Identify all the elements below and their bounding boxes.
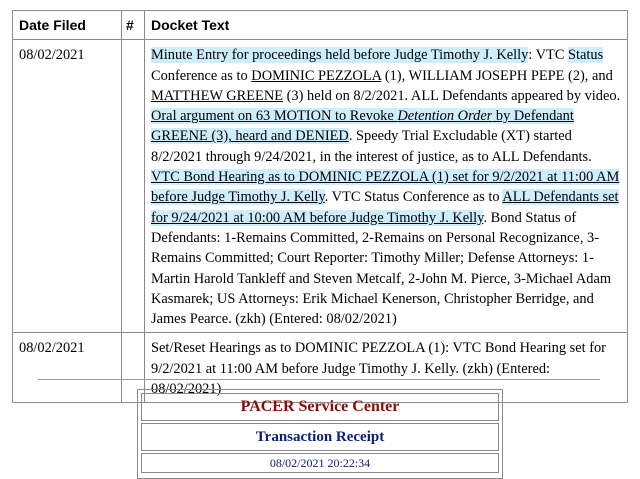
- docket-text-segment: Status: [568, 47, 604, 64]
- docket-header-row: [13, 11, 628, 40]
- docket-text-segment[interactable]: MATTHEW GREENE: [151, 87, 284, 104]
- header-date-filed: Date Filed: [13, 11, 122, 40]
- docket-text-segment: Set/Reset Hearings as to DOMINIC PEZZOLA (1): VTC Bond Hearing set for 9/2/2021 at 11:00 AM before Judge Timothy J. Kelly. (zkh) (Entered: 08/02/2021): [151, 340, 606, 398]
- docket-table: [12, 10, 628, 403]
- pacer-receipt: [137, 389, 503, 479]
- docket-text-segment[interactable]: VTC Bond Hearing as to DOMINIC PEZZOLA (1) set for 9/2/2021 at 11:00 AM before Judge Timothy J. Kelly: [151, 169, 620, 206]
- divider: [38, 379, 600, 380]
- docket-text-segment: : VTC: [528, 47, 569, 64]
- header-docket-text: Docket Text: [145, 11, 628, 40]
- docket-date: 08/02/2021: [13, 40, 122, 333]
- docket-row: [13, 40, 628, 333]
- header-number: #: [122, 11, 145, 40]
- receipt-timestamp: 08/02/2021 20:22:34: [141, 453, 499, 473]
- docket-number: [122, 40, 145, 333]
- docket-date: 08/02/2021: [13, 333, 122, 403]
- docket-text-segment: (3) held on 8/2/2021. ALL Defendants appeared by video.: [283, 87, 621, 104]
- receipt-title: PACER Service Center: [141, 393, 499, 421]
- docket-text-segment: . Bond Status of Defendants: 1-Remains Committed, 2-Remains on Personal Recognizance, 3-Remains Committed; Court Reporter: Timothy Miller; Defense Attorneys: 1-Martin Harold Tankleff and Steven Metcalf, 2-John M. Pierce, 3-Michael Adam Kasmarek; US Attorneys: Erik Michael Kenerson, Christopher Berridge, and James Pearce. (zkh) (Entered: 08/02/2021): [151, 209, 612, 328]
- docket-text-segment: Minute Entry for proceedings held before Judge Timothy J. Kelly: [151, 47, 529, 64]
- docket-text-segment[interactable]: Detention Order: [397, 108, 493, 125]
- docket-text-segment[interactable]: ALL Defendants set for 9/24/2021 at 10:00 AM before Judge Timothy J. Kelly: [151, 189, 619, 226]
- docket-text-segment[interactable]: by Defendant GREENE (3), heard and DENIED: [151, 108, 574, 145]
- receipt-subtitle: Transaction Receipt: [141, 423, 499, 451]
- docket-text-segment: . VTC Status Conference as to: [324, 189, 503, 206]
- docket-text-segment[interactable]: DOMINIC PEZZOLA: [251, 67, 382, 84]
- docket-text-segment: . Speedy Trial Excludable (XT) started 8/2/2021 through 9/24/2021, in the interest of justice, as to ALL Defendants.: [151, 128, 592, 165]
- docket-text-segment[interactable]: Oral argument on 63 MOTION to Revoke: [151, 108, 398, 125]
- docket-text: [145, 40, 628, 333]
- docket-text-segment: Conference as to: [151, 67, 252, 84]
- docket-text-segment: (1), WILLIAM JOSEPH PEPE (2), and: [381, 67, 613, 84]
